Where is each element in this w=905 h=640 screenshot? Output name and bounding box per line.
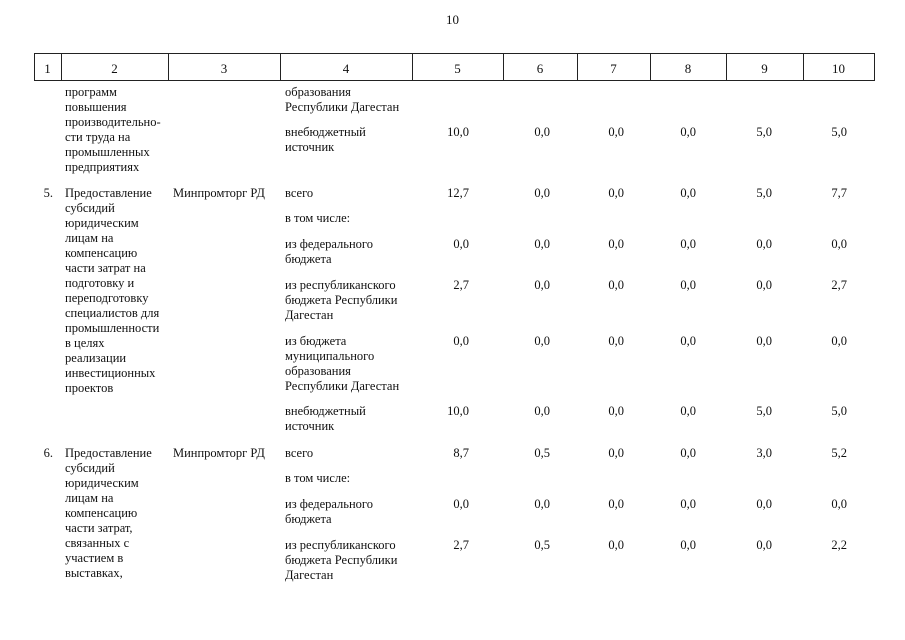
value-cell: 0,0 bbox=[534, 186, 550, 200]
value-cell: 0,0 bbox=[608, 237, 624, 251]
funding-source: в том числе: bbox=[285, 211, 351, 225]
value-cell: 0,0 bbox=[608, 186, 624, 200]
value-cell: 2,7 bbox=[453, 538, 469, 552]
value-cell: 5,0 bbox=[831, 125, 847, 139]
measure-name: Предоставление субсидий юридическим лицам на компенсацию части затрат, связанных с участием в выставках, bbox=[65, 446, 152, 580]
measure-name: Предоставление субсидий юридическим лицам на компенсацию части затрат на подготовку и переподготовку специалистов для промышленности в целях реализации инвестиционных проектов bbox=[65, 186, 160, 395]
value-cell: 0,0 bbox=[534, 404, 550, 418]
column-header: 3 bbox=[220, 61, 228, 76]
funding-source: из республиканского бюджета Республики Дагестан bbox=[285, 538, 398, 582]
value-cell: 0,0 bbox=[680, 497, 696, 511]
funding-source: внебюджетный источник bbox=[285, 125, 366, 154]
value-cell: 0,0 bbox=[608, 446, 624, 460]
executor: Минпромторг РД bbox=[173, 186, 265, 200]
measure-name: программ повышения производительно- сти труда на промышленных предприятиях bbox=[65, 85, 161, 174]
value-cell: 0,0 bbox=[534, 237, 550, 251]
funding-source: из федерального бюджета bbox=[285, 237, 373, 266]
value-cell: 0,5 bbox=[534, 538, 550, 552]
value-cell: 0,0 bbox=[608, 278, 624, 292]
value-cell: 10,0 bbox=[447, 125, 469, 139]
page-number: 10 bbox=[446, 12, 459, 27]
value-cell: 0,0 bbox=[534, 334, 550, 348]
funding-source: в том числе: bbox=[285, 471, 351, 485]
value-cell: 0,0 bbox=[608, 538, 624, 552]
column-header: 6 bbox=[536, 61, 544, 76]
value-cell: 2,7 bbox=[453, 278, 469, 292]
executor: Минпромторг РД bbox=[173, 446, 265, 460]
value-cell: 0,0 bbox=[453, 334, 469, 348]
column-header: 9 bbox=[761, 61, 768, 76]
value-cell: 0,0 bbox=[534, 278, 550, 292]
column-header: 10 bbox=[832, 61, 845, 76]
value-cell: 0,0 bbox=[608, 497, 624, 511]
value-cell: 0,0 bbox=[831, 497, 847, 511]
value-cell: 0,0 bbox=[756, 237, 772, 251]
value-cell: 7,7 bbox=[831, 186, 847, 200]
value-cell: 0,0 bbox=[756, 497, 772, 511]
table-top-border bbox=[34, 53, 875, 54]
value-cell: 0,0 bbox=[680, 334, 696, 348]
value-cell: 0,0 bbox=[756, 278, 772, 292]
value-cell: 5,2 bbox=[831, 446, 847, 460]
table-header-bottom-border bbox=[34, 80, 875, 81]
value-cell: 5,0 bbox=[756, 404, 772, 418]
value-cell: 0,0 bbox=[680, 278, 696, 292]
funding-source: из федерального бюджета bbox=[285, 497, 373, 526]
value-cell: 0,0 bbox=[608, 125, 624, 139]
column-header: 1 bbox=[44, 61, 51, 76]
value-cell: 0,0 bbox=[608, 404, 624, 418]
value-cell: 0,0 bbox=[680, 125, 696, 139]
value-cell: 0,0 bbox=[680, 237, 696, 251]
value-cell: 5,0 bbox=[756, 186, 772, 200]
value-cell: 0,0 bbox=[831, 237, 847, 251]
funding-source: из республиканского бюджета Республики Дагестан bbox=[285, 278, 398, 322]
value-cell: 5,0 bbox=[756, 125, 772, 139]
value-cell: 0,0 bbox=[831, 334, 847, 348]
value-cell: 10,0 bbox=[447, 404, 469, 418]
funding-source: всего bbox=[285, 446, 314, 460]
value-cell: 0,0 bbox=[453, 497, 469, 511]
column-header: 4 bbox=[342, 61, 350, 76]
value-cell: 0,0 bbox=[680, 538, 696, 552]
value-cell: 0,5 bbox=[534, 446, 550, 460]
column-divider bbox=[874, 53, 875, 81]
value-cell: 8,7 bbox=[453, 446, 469, 460]
column-header: 2 bbox=[111, 61, 118, 76]
column-header: 7 bbox=[610, 61, 617, 76]
value-cell: 2,7 bbox=[831, 278, 847, 292]
row-number: 5. bbox=[43, 186, 53, 200]
value-cell: 3,0 bbox=[756, 446, 772, 460]
column-header: 8 bbox=[684, 61, 692, 76]
column-header: 5 bbox=[454, 61, 461, 76]
row-number: 6. bbox=[43, 446, 53, 460]
value-cell: 0,0 bbox=[680, 186, 696, 200]
funding-source: внебюджетный источник bbox=[285, 404, 366, 433]
value-cell: 5,0 bbox=[831, 404, 847, 418]
value-cell: 0,0 bbox=[756, 538, 772, 552]
value-cell: 12,7 bbox=[447, 186, 469, 200]
value-cell: 0,0 bbox=[680, 446, 696, 460]
value-cell: 0,0 bbox=[756, 334, 772, 348]
value-cell: 0,0 bbox=[453, 237, 469, 251]
funding-source: образования Республики Дагестан bbox=[285, 85, 400, 114]
value-cell: 0,0 bbox=[680, 404, 696, 418]
value-cell: 2,2 bbox=[831, 538, 847, 552]
funding-source: из бюджета муниципального образования Республики Дагестан bbox=[285, 334, 400, 393]
funding-source: всего bbox=[285, 186, 314, 200]
value-cell: 0,0 bbox=[534, 125, 550, 139]
value-cell: 0,0 bbox=[608, 334, 624, 348]
value-cell: 0,0 bbox=[534, 497, 550, 511]
